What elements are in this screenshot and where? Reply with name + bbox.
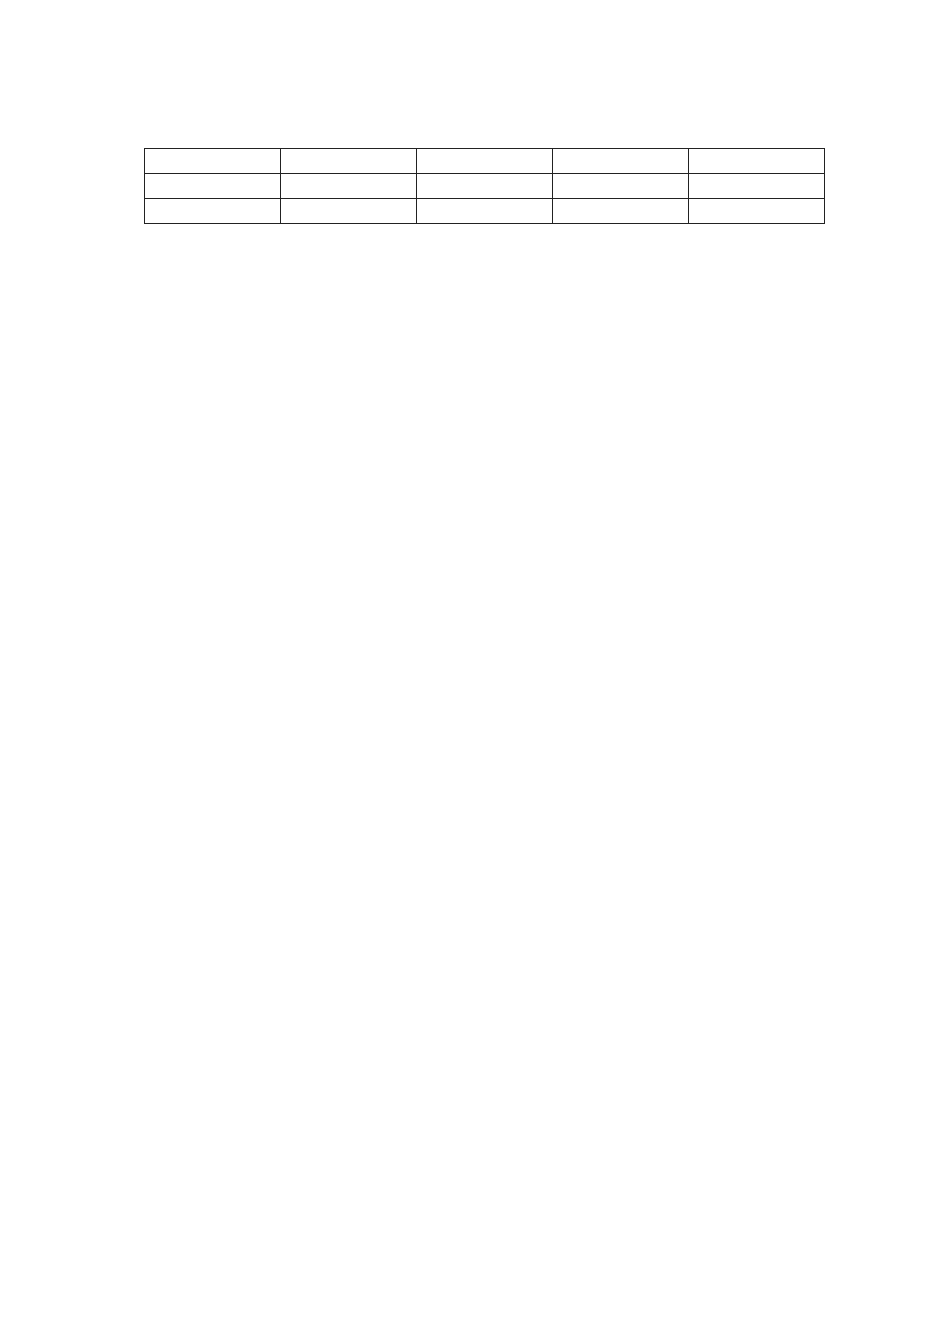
table-header-cell	[689, 149, 825, 174]
table-header-row	[145, 149, 825, 174]
table-cell	[145, 174, 281, 199]
table-cell[interactable]	[417, 199, 553, 224]
table-cell	[145, 199, 281, 224]
table-cell[interactable]	[689, 174, 825, 199]
table-row	[145, 199, 825, 224]
table-cell[interactable]	[281, 199, 417, 224]
table-cell[interactable]	[553, 199, 689, 224]
table-header-cell	[281, 149, 417, 174]
table-cell[interactable]	[689, 199, 825, 224]
table-header-cell	[553, 149, 689, 174]
table-cell[interactable]	[281, 174, 417, 199]
table-cell[interactable]	[417, 174, 553, 199]
lesson-body	[144, 147, 808, 226]
table-header-cell	[145, 149, 281, 174]
table-row	[145, 174, 825, 199]
pair-work-table	[144, 148, 825, 224]
table-header-cell	[417, 149, 553, 174]
download-header	[0, 68, 950, 92]
table-cell[interactable]	[553, 174, 689, 199]
